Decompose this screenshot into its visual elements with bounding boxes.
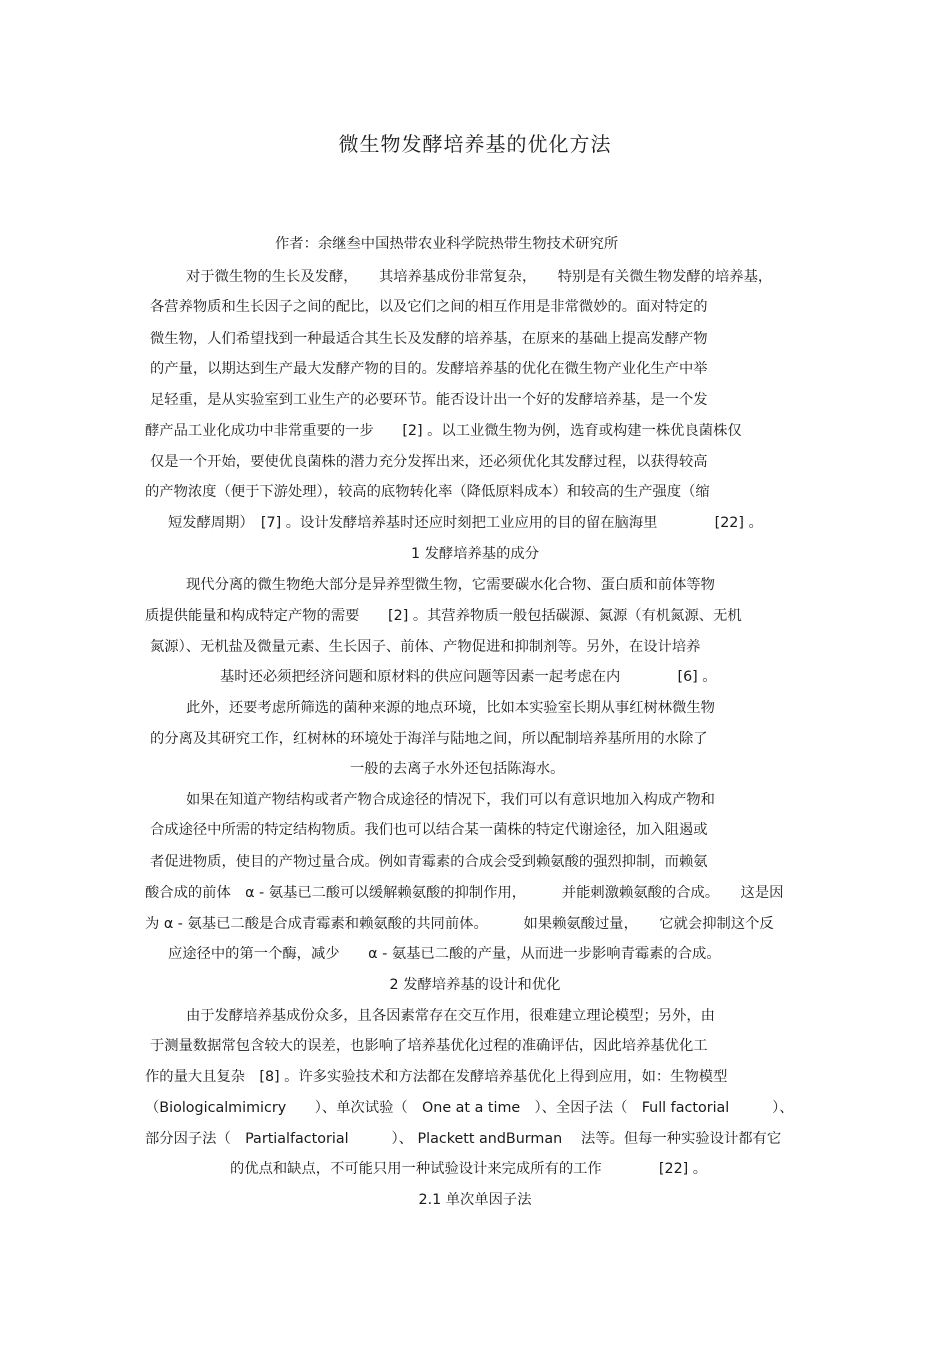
page-title: 微生物发酵培养基的优化方法 [338, 132, 612, 156]
text-line: 仅是一个开始，要使优良菌株的潜力充分发挥出来，还必须优化其发酵过程，以获得较高 [150, 454, 708, 470]
text-line: 的产物浓度（便于下游处理），较高的底物转化率（降低原料成本）和较高的生产强度（缩 [145, 484, 710, 500]
text-line: 者促进物质，使目的产物过量合成。例如青霉素的合成会受到赖氨酸的强烈抑制，而赖氨 [150, 854, 708, 870]
section-heading: 1 发酵培养基的成分 [410, 546, 539, 562]
text-line: 各营养物质和生长因子之间的配比，以及它们之间的相互作用是非常微妙的。面对特定的 [150, 299, 708, 315]
text-line: 酵产品工业化成功中非常重要的一步 [2] 。以工业微生物为例，选育或构建一株优良菌株仅 [145, 423, 742, 439]
text-line: 如果在知道产物结构或者产物合成途径的情况下，我们可以有意识地加入构成产物和 [186, 792, 715, 808]
text-line: 的分离及其研究工作，红树林的环境处于海洋与陆地之间，所以配制培养基所用的水除了 [150, 731, 708, 747]
section-heading: 2 发酵培养基的设计和优化 [389, 977, 561, 993]
text-line: 由于发酵培养基成份众多，且各因素常存在交互作用，很难建立理论模型；另外，由 [186, 1008, 715, 1024]
text-line: 的产量，以期达到生产最大发酵产物的目的。发酵培养基的优化在微生物产业化生产中举 [150, 361, 708, 377]
text-line: 酸合成的前体 α - 氨基已二酸可以缓解赖氨酸的抑制作用， 并能刺激赖氨酸的合成。 这是因 [145, 885, 784, 901]
text-line: 足轻重，是从实验室到工业生产的必要环节。能否设计出一个好的发酵培养基，是一个发 [150, 392, 708, 408]
text-line: 对于微生物的生长及发酵， 其培养基成份非常复杂， 特别是有关微生物发酵的培养基， [186, 269, 773, 285]
text-line: 质提供能量和构成特定产物的需要 [2] 。其营养物质一般包括碳源、氮源（有机氮源、无机 [145, 608, 742, 624]
text-line: 基时还必须把经济问题和原材料的供应问题等因素一起考虑在内 [6] 。 [220, 669, 717, 685]
text-line: 于测量数据常包含较大的误差，也影响了培养基优化过程的准确评估，因此培养基优化工 [150, 1038, 708, 1054]
section-heading: 2.1 单次单因子法 [418, 1192, 532, 1208]
text-line: 作的量大且复杂 [8] 。许多实验技术和方法都在发酵培养基优化上得到应用，如：生物模型 [145, 1069, 728, 1085]
text-line: 部分因子法（ Partialfactorial ）、 Plackett andBurman 法等。但每一种实验设计都有它 [145, 1131, 782, 1147]
text-line: 此外，还要考虑所筛选的菌种来源的地点环境，比如本实验室长期从事红树林微生物 [186, 700, 715, 716]
text-line: （Biologicalmimicry ）、单次试验（ One at a time ）、全因子法（ Full factorial ）、 [145, 1100, 794, 1116]
text-line: 短发酵周期） [7] 。设计发酵培养基时还应时刻把工业应用的目的留在脑海里 [22] 。 [168, 515, 763, 531]
text-line: 合成途径中所需的特定结构物质。我们也可以结合某一菌株的特定代谢途径，加入阻遏或 [150, 822, 708, 838]
text-line: 为 α - 氨基已二酸是合成青霉素和赖氨酸的共同前体。 如果赖氨酸过量， 它就会抑制这个反 [145, 916, 774, 932]
text-line: 微生物，人们希望找到一种最适合其生长及发酵的培养基，在原来的基础上提高发酵产物 [150, 331, 708, 347]
text-line: 一般的去离子水外还包括陈海水。 [350, 761, 565, 777]
text-line: 氮源）、无机盐及微量元素、生长因子、前体、产物促进和抑制剂等。另外，在设计培养 [150, 639, 701, 655]
text-line: 的优点和缺点，不可能只用一种试验设计来完成所有的工作 [22] 。 [230, 1161, 708, 1177]
text-line: 现代分离的微生物绝大部分是异养型微生物，它需要碳水化合物、蛋白质和前体等物 [186, 577, 715, 593]
text-line: 应途径中的第一个酶，减少 α - 氨基已二酸的产量，从而进一步影响青霉素的合成。 [168, 946, 721, 962]
text-line: 作者：余继叁中国热带农业科学院热带生物技术研究所 [275, 236, 619, 252]
